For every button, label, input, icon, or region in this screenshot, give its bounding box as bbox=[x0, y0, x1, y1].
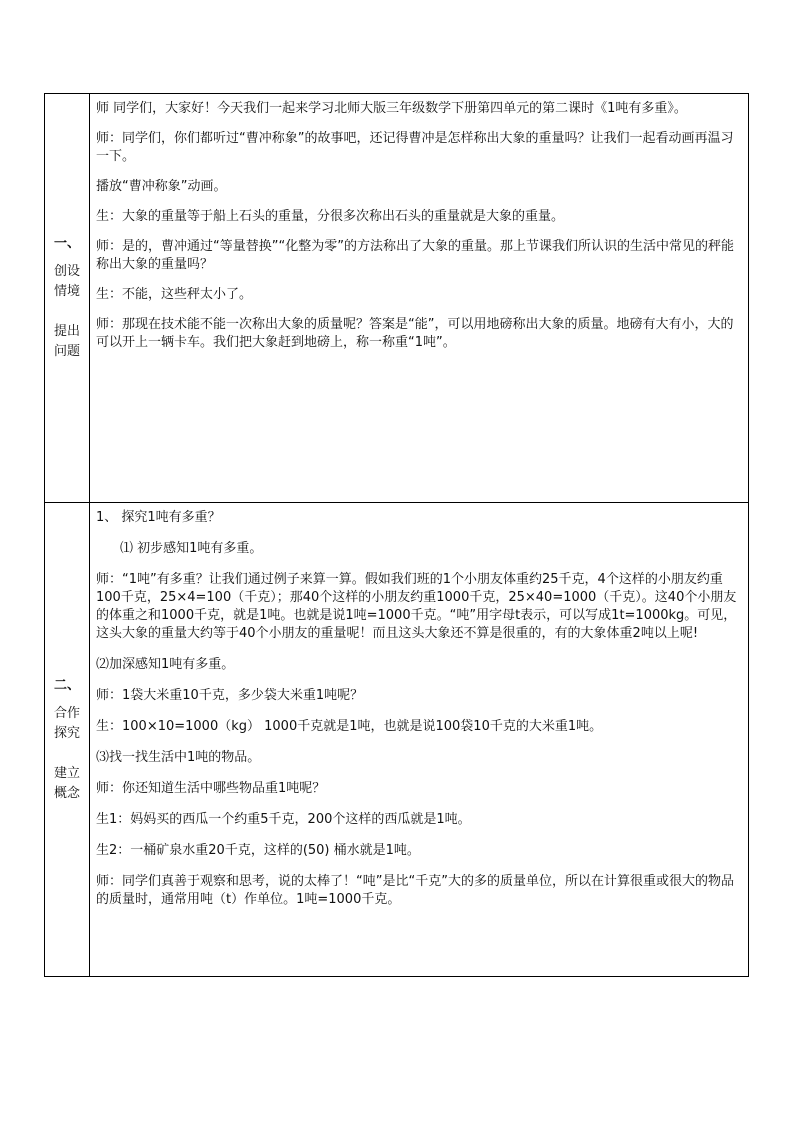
paragraph: 生：大象的重量等于船上石头的重量，分很多次称出石头的重量就是大象的重量。 bbox=[96, 209, 565, 224]
section-1-label-line: 创设 bbox=[53, 264, 80, 279]
paragraph: 师：“1吨”有多重？让我们通过例子来算一算。假如我们班的1个小朋友体重约25千克，4个这样的小朋友约重100千克，25×4=100（千克）；那40个这样的小朋友约重1000千克，25×40=1000（千克）。这40个小朋友的体重之和1000千克，就是1吨。也就是说1吨=1000千克。“吨”用字母t表示，可以写成1t=1000kg。可见，这头大象的重量大约等于40个小朋友的重量呢！而且这头大象还不算是很重的，有的大象体重2吨以上呢! bbox=[96, 572, 737, 641]
section-2-label-line: 建立 bbox=[53, 765, 80, 781]
paragraph: 师：是的，曹冲通过“等量替换”“化整为零”的方法称出了大象的重量。那上节课我们所认识的生活中常见的秤能称出大象的重量吗？ bbox=[96, 239, 734, 272]
section-2-label bbox=[45, 503, 90, 976]
section-2-label-line: 概念 bbox=[53, 785, 80, 801]
paragraph: ⑵加深感知1吨有多重。 bbox=[96, 657, 235, 672]
section-2-number: 二、 bbox=[53, 677, 80, 693]
section-1-label-line: 问题 bbox=[53, 344, 80, 359]
paragraph: 师 同学们，大家好！今天我们一起来学习北师大版三年级数学下册第四单元的第二课时《1吨有多重》。 bbox=[96, 101, 687, 116]
paragraph: 师：同学们，你们都听过“曹冲称象”的故事吧，还记得曹冲是怎样称出大象的重量吗？让我们一起看动画再温习一下。 bbox=[96, 131, 734, 164]
paragraph: 生2：一桶矿泉水重20千克，这样的(50) 桶水就是1吨。 bbox=[96, 843, 420, 858]
section-1-label-line: 提出 bbox=[53, 324, 80, 339]
paragraph: ⑶找一找生活中1吨的物品。 bbox=[96, 750, 261, 765]
paragraph: 师：那现在技术能不能一次称出大象的质量呢？答案是“能”，可以用地磅称出大象的质量。地磅有大有小，大的可以开上一辆卡车。我们把大象赶到地磅上，称一称重“1吨”。 bbox=[96, 317, 734, 350]
paragraph: 1、 探究1吨有多重？ bbox=[96, 510, 221, 525]
section-2-content bbox=[90, 503, 748, 976]
lesson-table bbox=[44, 93, 749, 977]
paragraph: ⑴ 初步感知1吨有多重。 bbox=[120, 541, 263, 556]
paragraph: 生1：妈妈买的西瓜一个约重5千克，200个这样的西瓜就是1吨。 bbox=[96, 812, 471, 827]
section-2-label-line: 探究 bbox=[53, 725, 80, 741]
section-2-label-line: 合作 bbox=[53, 705, 80, 721]
section-1-label bbox=[45, 94, 90, 502]
section-1-row bbox=[45, 94, 748, 502]
paragraph: 播放“曹冲称象”动画。 bbox=[96, 179, 227, 194]
section-1-content bbox=[90, 94, 748, 502]
section-2-row bbox=[45, 502, 748, 976]
paragraph: 师：1袋大米重10千克，多少袋大米重1吨呢？ bbox=[96, 688, 364, 703]
paragraph: 师：同学们真善于观察和思考，说的太棒了！“吨”是比“千克”大的多的质量单位，所以在计算很重或很大的物品的质量时，通常用吨（t）作单位。1吨=1000千克。 bbox=[96, 874, 734, 907]
paragraph: 师：你还知道生活中哪些物品重1吨呢？ bbox=[96, 781, 326, 796]
paragraph: 生：不能，这些秤太小了。 bbox=[96, 287, 253, 302]
paragraph: 生：100×10=1000（kg） 1000千克就是1吨，也就是说100袋10千克的大米重1吨。 bbox=[96, 719, 603, 734]
section-1-number: 一、 bbox=[53, 236, 80, 251]
section-1-label-line: 情境 bbox=[53, 284, 80, 299]
